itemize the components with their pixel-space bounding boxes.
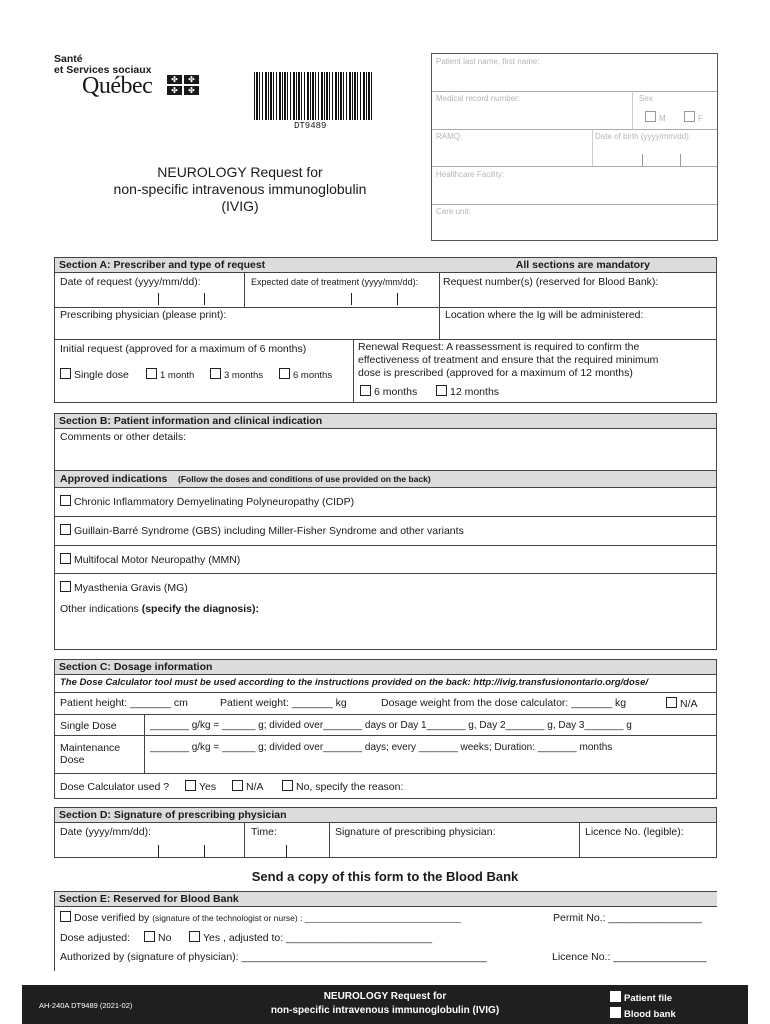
title-line-1: NEUROLOGY Request for xyxy=(157,164,323,180)
footer-title-1: NEUROLOGY Request for xyxy=(323,991,447,1002)
mandatory-note: All sections are mandatory xyxy=(515,259,650,271)
title-line-2: non-specific intravenous immunoglobulin xyxy=(113,181,367,197)
signature-time-label: Time: xyxy=(251,826,277,838)
mg-checkbox[interactable] xyxy=(60,581,71,592)
calculator-used-label: Dose Calculator used ? xyxy=(60,781,170,793)
request-date-label: Date of request (yyyy/mm/dd): xyxy=(60,276,201,288)
initial-request-label: Initial request (approved for a maximum of 6 months) xyxy=(60,343,307,355)
indication-mg[interactable]: Myasthenia Gravis (MG) xyxy=(60,581,188,594)
approved-note: (Follow the doses and conditions of use provided on the back) xyxy=(178,474,431,484)
renew-6-months-option[interactable]: 6 months xyxy=(360,385,417,398)
dosage-weight-na-option[interactable]: N/A xyxy=(666,697,698,710)
title-line-3: (IVIG) xyxy=(221,198,259,214)
licence-number: Licence No.: ________________ xyxy=(552,951,707,963)
renew-6-months-checkbox[interactable] xyxy=(360,385,371,396)
cidp-checkbox[interactable] xyxy=(60,495,71,506)
six-months-checkbox[interactable] xyxy=(279,368,290,379)
copy-patient-file: Patient file xyxy=(610,991,672,1004)
physician-label: Prescribing physician (please print): xyxy=(60,309,227,321)
sex-m-option[interactable]: M xyxy=(645,111,666,123)
maintenance-label-1: Maintenance xyxy=(60,742,121,754)
other-indications: Other indications (specify the diagnosis): xyxy=(60,603,259,615)
request-number-label: Request number(s) (reserved for Blood Bank): xyxy=(443,276,659,288)
facility-label: Healthcare Facility: xyxy=(436,170,505,179)
footer-title-2: non-specific intravenous immunoglobulin (IVIG) xyxy=(270,1005,500,1016)
dose-verified[interactable]: Dose verified by (signature of the technologist or nurse) : _________________________________ xyxy=(60,911,461,924)
single-dose-label: Single Dose xyxy=(60,720,117,732)
calculator-no-option[interactable]: No, specify the reason: xyxy=(282,780,403,793)
copy-blood-bank: Blood bank xyxy=(610,1007,676,1020)
renewal-line-1: Renewal Request: A reassessment is required to confirm the xyxy=(358,341,640,353)
indication-gbs[interactable]: Guillain-Barré Syndrome (GBS) including Miller-Fisher Syndrome and other variants xyxy=(60,524,464,537)
indication-mmn[interactable]: Multifocal Motor Neuropathy (MMN) xyxy=(60,553,240,566)
mmn-checkbox[interactable] xyxy=(60,553,71,564)
single-dose-formula: _______ g/kg = ______ g; divided over_______ days or Day 1_______ g, Day 2_______ g, Day 3_______ g xyxy=(150,720,632,731)
section-b-heading: Section B: Patient information and clinical indication xyxy=(59,415,323,427)
section-a xyxy=(54,257,717,403)
section-b xyxy=(54,413,717,650)
mrn-label: Medical record number: xyxy=(436,94,521,103)
calculator-yes-option[interactable]: Yes xyxy=(185,780,216,793)
sex-f-option[interactable]: F xyxy=(684,111,703,123)
sex-label: Sex xyxy=(639,94,653,103)
adjusted-yes-option[interactable]: Yes , adjusted to: _________________________ xyxy=(189,931,432,944)
renew-12-months-checkbox[interactable] xyxy=(436,385,447,396)
calculator-na-option[interactable]: N/A xyxy=(232,780,264,793)
dosage-weight: Dosage weight from the dose calculator: _______ kg xyxy=(381,697,627,709)
renewal-line-3: dose is prescribed (approved for a maximum of 12 months) xyxy=(358,367,633,379)
patient-weight: Patient weight: _______ kg xyxy=(220,697,347,709)
signature-date-label: Date (yyyy/mm/dd): xyxy=(60,826,152,838)
calculator-na-checkbox[interactable] xyxy=(232,780,243,791)
section-c xyxy=(54,659,717,799)
quebec-logo xyxy=(54,54,204,100)
org-line-2: et Services sociaux xyxy=(54,64,152,76)
patient-name-label: Patient last name, first name: xyxy=(436,57,540,66)
care-unit-label: Care unit: xyxy=(436,207,471,216)
section-e xyxy=(54,891,717,971)
one-month-option[interactable]: 1 month xyxy=(146,368,194,381)
adjusted-no-option[interactable]: No xyxy=(144,931,171,944)
maintenance-label-2: Dose xyxy=(60,754,85,766)
form-code: AH-240A DT9489 (2021-02) xyxy=(39,1001,133,1010)
barcode xyxy=(254,72,372,120)
adjusted-no-checkbox[interactable] xyxy=(144,931,155,942)
org-line-1: Santé xyxy=(54,53,83,65)
section-c-heading: Section C: Dosage information xyxy=(59,661,213,673)
renewal-line-2: effectiveness of treatment and ensure that the required minimum xyxy=(358,354,659,366)
form-title xyxy=(90,164,390,215)
send-copy-instruction: Send a copy of this form to the Blood Bank xyxy=(251,869,519,884)
section-d xyxy=(54,807,717,858)
one-month-checkbox[interactable] xyxy=(146,368,157,379)
expected-date-label: Expected date of treatment (yyyy/mm/dd): xyxy=(251,277,419,287)
location-label: Location where the Ig will be administered: xyxy=(445,309,644,321)
calculator-note: The Dose Calculator tool must be used according to the instructions provided on the back: http://ivig.transfusionontario.org/dose/ xyxy=(60,677,648,688)
gbs-checkbox[interactable] xyxy=(60,524,71,535)
comments-label: Comments or other details: xyxy=(60,431,187,443)
single-dose-checkbox[interactable] xyxy=(60,368,71,379)
maintenance-formula: _______ g/kg = ______ g; divided over_______ days; every _______ weeks; Duration: _______ months xyxy=(150,742,613,753)
single-dose-option[interactable]: Single dose xyxy=(60,368,129,381)
adjusted-yes-checkbox[interactable] xyxy=(189,931,200,942)
licence-label: Licence No. (legible): xyxy=(585,826,684,838)
calculator-yes-checkbox[interactable] xyxy=(185,780,196,791)
section-e-heading: Section E: Reserved for Blood Bank xyxy=(59,893,239,905)
three-months-option[interactable]: 3 months xyxy=(210,368,263,381)
fleur-de-lis-flag-icon: ✤ ✤ ✤ ✤ xyxy=(167,75,199,95)
dob-label: Date of birth (yyyy/mm/dd): xyxy=(595,132,692,141)
permit-number: Permit No.: ________________ xyxy=(553,912,702,924)
approved-indications-header xyxy=(55,470,716,488)
calculator-no-checkbox[interactable] xyxy=(282,780,293,791)
patient-id-box xyxy=(431,53,718,241)
section-d-heading: Section D: Signature of prescribing physician xyxy=(59,809,287,821)
dosage-weight-na-checkbox[interactable] xyxy=(666,697,677,708)
indication-cidp[interactable]: Chronic Inflammatory Demyelinating Polyneuropathy (CIDP) xyxy=(60,495,354,508)
barcode-code: DT9489 xyxy=(294,121,327,131)
approved-heading: Approved indications xyxy=(60,473,168,485)
signature-label: Signature of prescribing physician: xyxy=(335,826,496,838)
six-months-option[interactable]: 6 months xyxy=(279,368,332,381)
dose-verified-checkbox[interactable] xyxy=(60,911,71,922)
authorized-by: Authorized by (signature of physician): __________________________________________ xyxy=(60,951,487,963)
three-months-checkbox[interactable] xyxy=(210,368,221,379)
renew-12-months-option[interactable]: 12 months xyxy=(436,385,499,398)
ramq-label: RAMQ: xyxy=(436,132,463,141)
dose-adjusted-label: Dose adjusted: xyxy=(60,932,131,944)
footer-bar xyxy=(22,985,748,1024)
org-name: Québec xyxy=(82,73,153,99)
section-a-heading: Section A: Prescriber and type of request xyxy=(59,259,266,271)
patient-height: Patient height: _______ cm xyxy=(60,697,188,709)
